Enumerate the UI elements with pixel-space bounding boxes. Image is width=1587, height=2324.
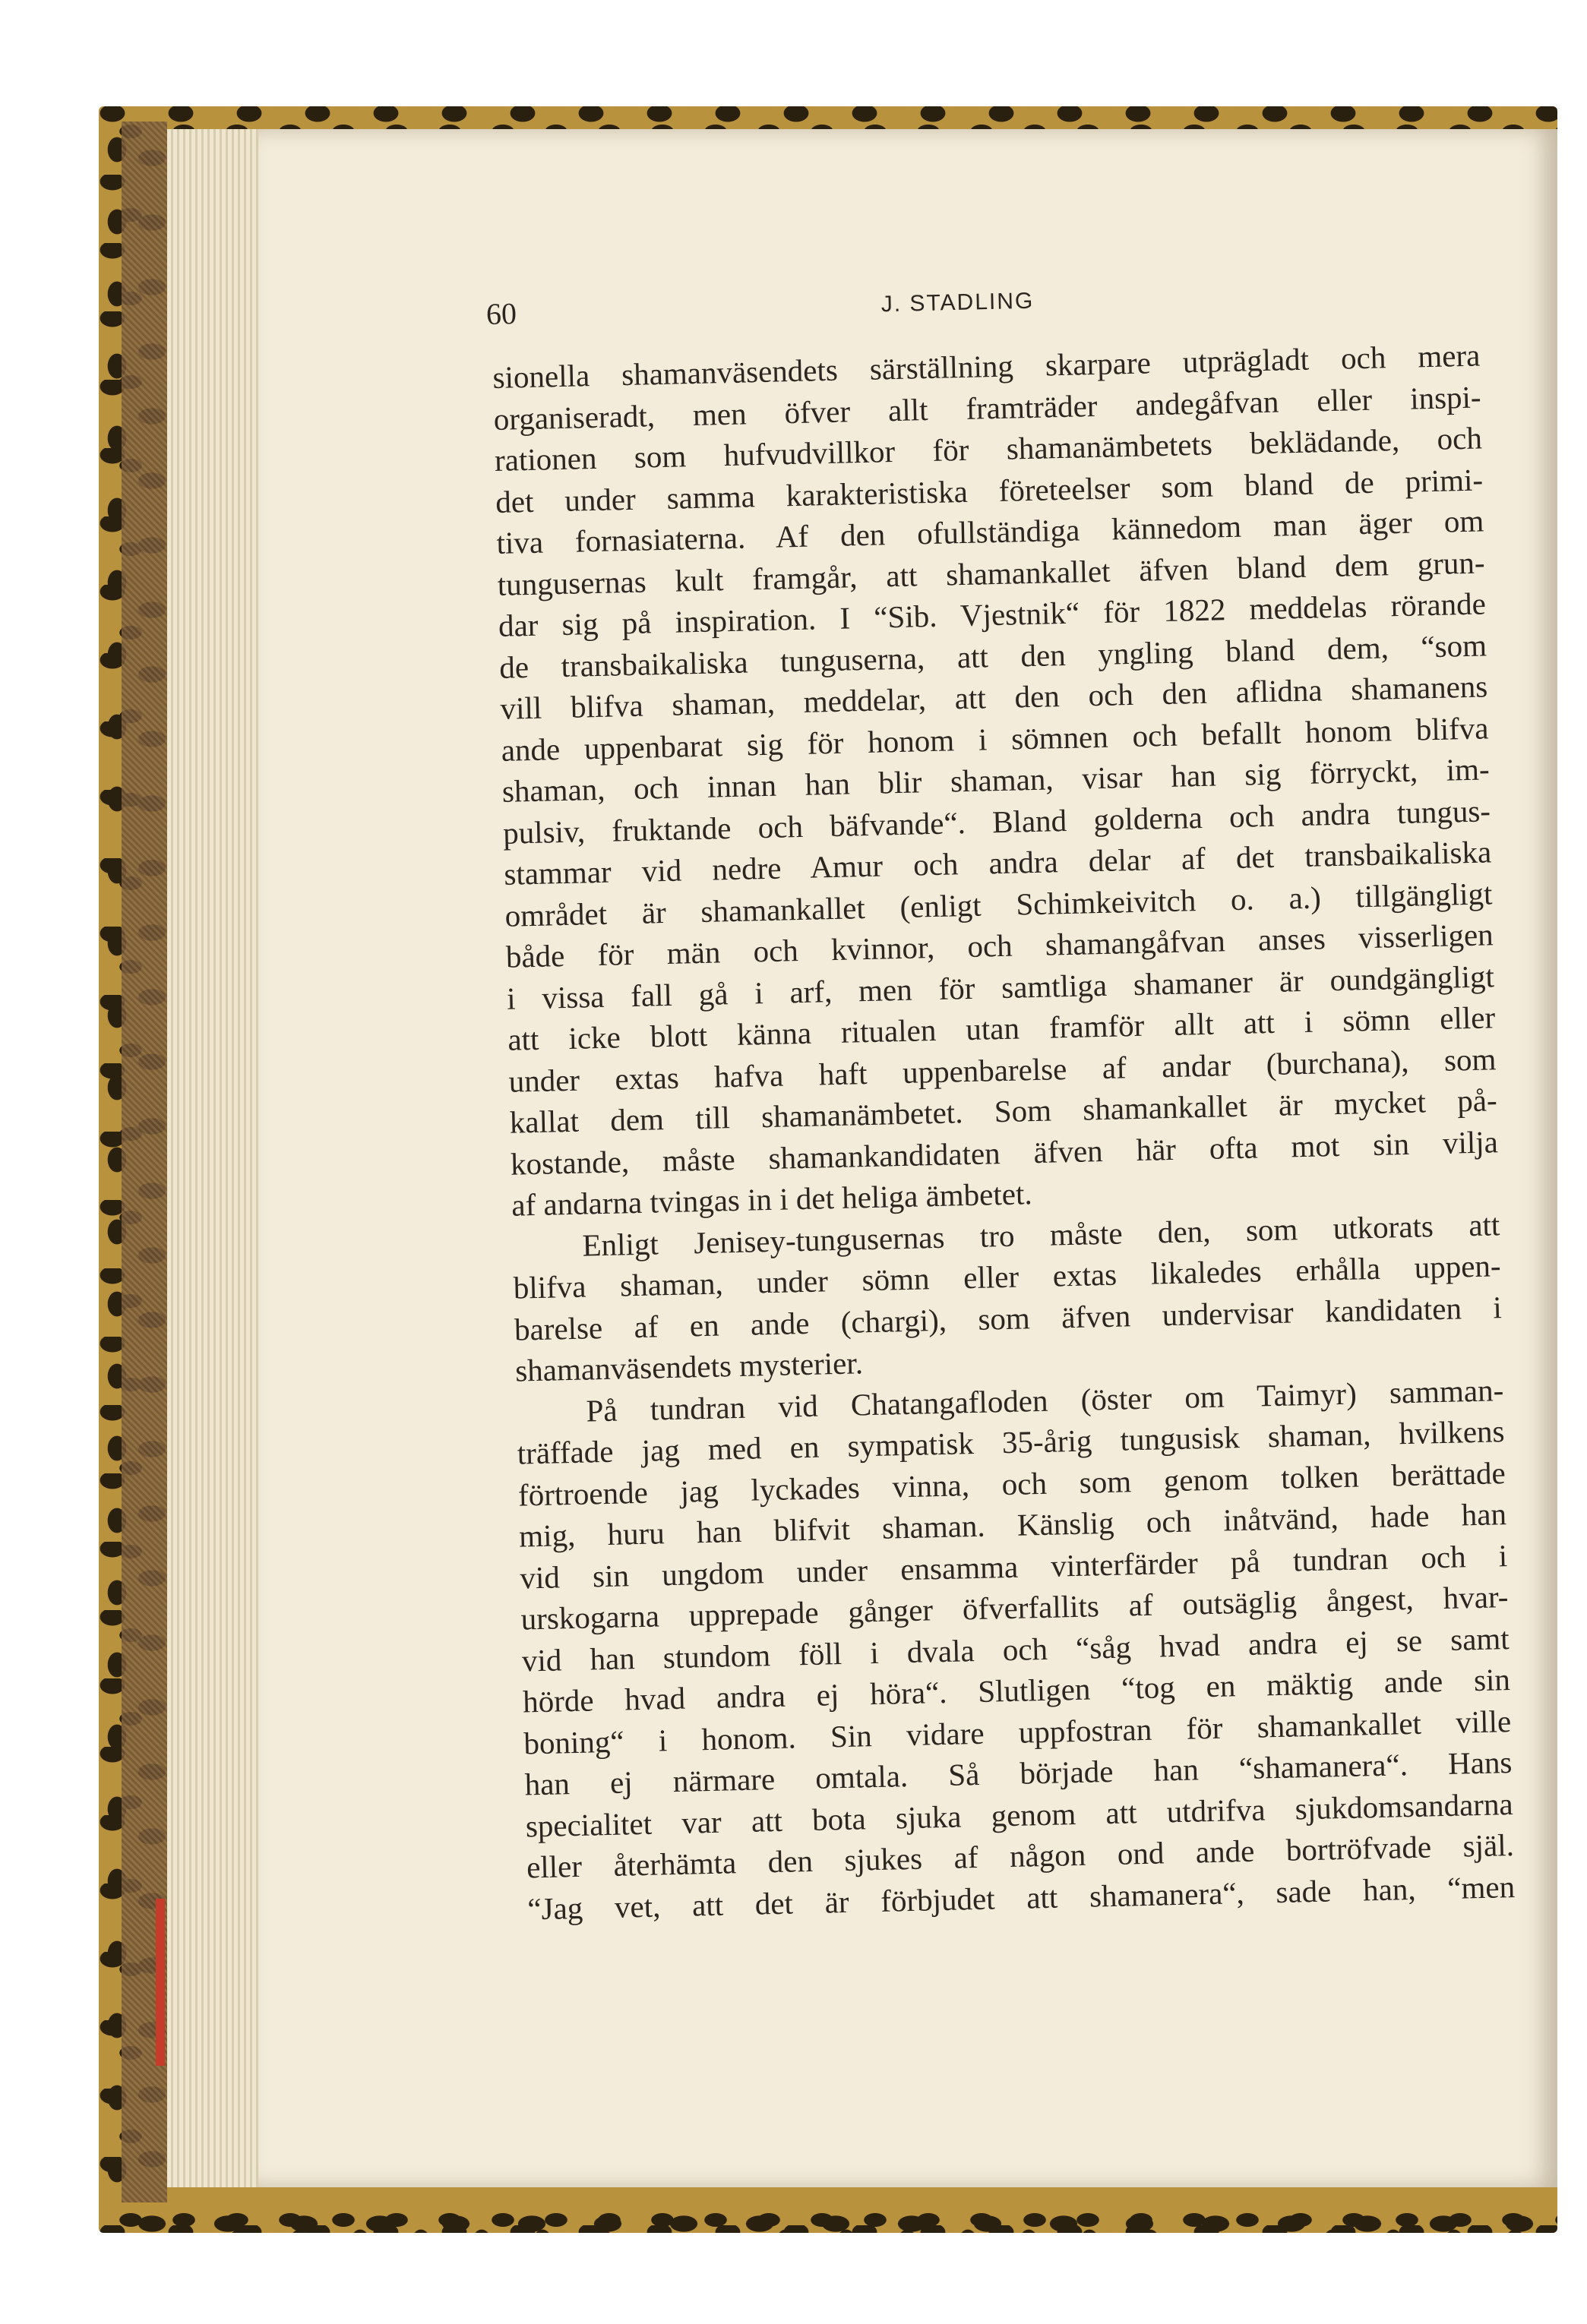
text-line: tungusernas kult framgår, att shamankallet äfven bland dem grun- — [497, 544, 1485, 602]
text-line: de transbaikaliska tunguserna, att den yngling bland dem, “som — [498, 627, 1487, 685]
text-line: ande uppenbarat sig för honom i sömnen och befallt honom blifva — [501, 709, 1489, 768]
page-edges — [167, 129, 266, 2187]
text-line: hörde hvad andra ej höra“. Slutligen “tog en mäktig ande sin — [522, 1662, 1511, 1719]
text-line: af andarna tvingas in i det heliga ämbetet. — [511, 1176, 1033, 1223]
text-line: Enligt Jenisey-tungusernas tro måste den, som utkorats att — [582, 1206, 1500, 1263]
bookmark-ribbon — [156, 1899, 165, 2066]
text-line: På tundran vid Chatangafloden (öster om Taimyr) samman- — [585, 1372, 1504, 1429]
text-line: förtroende jag lyckades vinna, och som genom tolken berättade — [517, 1454, 1506, 1513]
text-line: vid sin ungdom under ensamma vinterfärder på tundran och i — [519, 1537, 1508, 1596]
text-line: pulsiv, fruktande och bäfvande“. Bland golderna och andra tungus- — [502, 792, 1491, 851]
text-line: rationen som hufvudvillkor för shamanämbetets beklädande, och — [494, 420, 1483, 478]
text-line: kostande, måste shamankandidaten äfven här ofta mot sin vilja — [510, 1123, 1499, 1182]
text-line: specialitet var att bota sjuka genom att utdrifva sjukdomsandarna — [525, 1786, 1514, 1843]
book-spine — [122, 122, 167, 2202]
text-line: området är shamankallet (enligt Schimkeivitch o. a.) tillgängligt — [504, 875, 1493, 933]
text-line: vid han stundom föll i dvala och “såg hvad andra ej se samt — [521, 1620, 1510, 1678]
text-line: shamanväsendets mysterier. — [514, 1345, 864, 1388]
text-line: i vissa fall gå i arf, men för samtliga shamaner är oundgängligt — [506, 958, 1495, 1016]
text-line: barelse af en ande (chargi), som äfven undervisar kandidaten i — [514, 1289, 1503, 1347]
text-line: det under samma karakteristiska företeelser som bland de primi- — [495, 461, 1484, 519]
text-line: under extas hafva haft uppenbarelse af andar (burchana), som — [508, 1040, 1497, 1099]
text-line: tiva fornasiaterna. Af den ofullständiga kännedom man äger om — [496, 503, 1484, 560]
text-line: sionella shamanväsendets särställning skarpare utprägladt och mera — [492, 337, 1481, 395]
text-line: blifva shaman, under sömn eller extas likaledes erhålla uppen- — [513, 1248, 1502, 1306]
text-line: boning“ i honom. Sin vidare uppfostran för shamankallet ville — [523, 1703, 1512, 1761]
text-line: både för män och kvinnor, och shamangåfvan anses visserligen — [505, 917, 1494, 974]
running-head: J. STADLING — [880, 288, 1035, 317]
text-line: dar sig på inspiration. I “Sib. Vjestnik“ för 1822 meddelas rörande — [498, 586, 1487, 643]
body-text — [492, 335, 1516, 1930]
text-line: han ej närmare omtala. Så började han “shamanera“. Hans — [524, 1745, 1513, 1802]
text-line: kallat dem till shamanämbetet. Som shamankallet är mycket på- — [509, 1082, 1498, 1140]
text-line: vill blifva shaman, meddelar, att den och den aflidna shamanens — [499, 668, 1488, 726]
text-line: organiseradt, men öfver allt framträder andegåfvan eller inspi- — [493, 378, 1482, 437]
text-line: mig, huru han blifvit shaman. Känslig och inåtvänd, hade han — [518, 1496, 1507, 1554]
text-line: stammar vid nedre Amur och andra delar af det transbaikaliska — [503, 834, 1492, 892]
page-number: 60 — [485, 296, 517, 331]
text-line: träffade jag med en sympatisk 35-årig tungusisk shaman, hvilkens — [517, 1413, 1505, 1471]
text-line: eller återhämta den sjukes af någon ond ande bortröfvade själ. — [526, 1827, 1515, 1885]
text-line: shaman, och innan han blir shaman, visar han sig förryckt, im- — [501, 751, 1491, 809]
text-line: “Jag vet, att det är förbjudet att shamanera“, sade han, “men — [526, 1868, 1516, 1926]
text-line: att icke blott känna ritualen utan framför allt att i sömn eller — [507, 999, 1496, 1057]
text-line: urskogarna upprepade gånger öfverfallits af outsäglig ångest, hvar- — [520, 1579, 1509, 1637]
